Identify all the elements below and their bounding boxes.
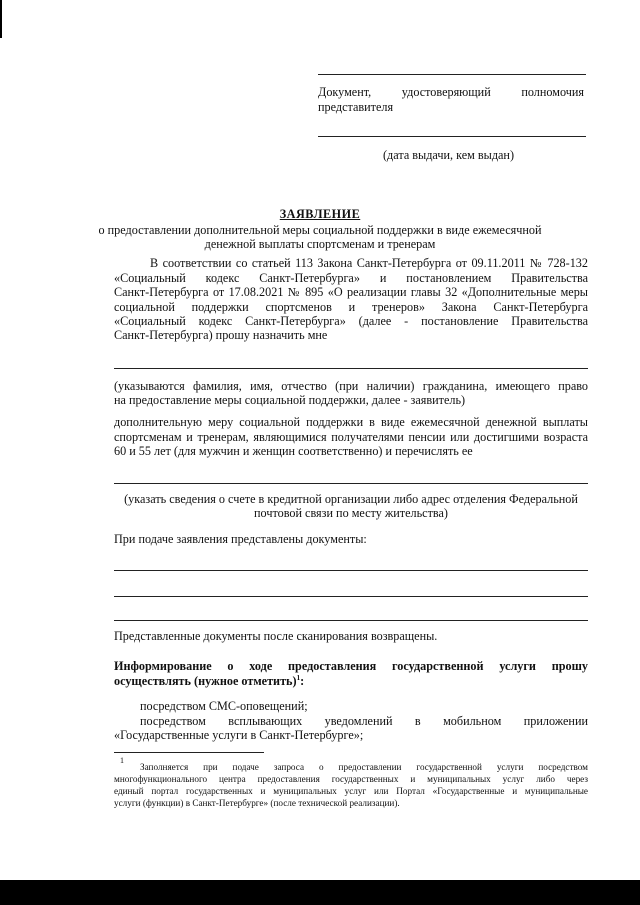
application-heading: ЗАЯВЛЕНИЕ [279,207,361,221]
intro-line: социальной поддержки спортсменов и тренеров» Закона Санкт-Петербурга [114,300,588,314]
footnote-line: Заполняется при подаче запроса о предоставлении государственной услуги посредством [140,762,588,772]
documents-line-3 [114,620,588,621]
documents-line-2 [114,596,588,597]
documents-line-1 [114,570,588,571]
representative-doc-label-line2: представителя [318,100,394,114]
intro-line: Санкт-Петербурга) прошу назначить мне [114,328,328,342]
scan-edge-left [0,0,2,38]
informing-line2 [114,673,304,689]
option-push-line1: посредством всплывающих уведомлений в мобильном приложении [140,714,588,728]
footnote-line: единый портал государственных и муниципальных услуг или Портал «Государственные и муниципальные [114,786,588,796]
account-details-line [114,483,588,484]
issue-details-caption: (дата выдачи, кем выдан) [383,148,515,162]
representative-doc-word-1: Документ, [318,85,372,99]
informing-line2-text: осуществлять (нужное отметить) [114,674,297,688]
applicant-caption-line: на предоставление меры социальной поддержки, далее - заявитель) [114,393,466,407]
account-caption-line: (указать сведения о счете в кредитной организации либо адрес отделения Федеральной [124,492,578,506]
intro-line: В соответствии со статьей 113 Закона Санкт-Петербурга от 09.11.2011 № 728-132 [150,256,588,270]
measure-line: дополнительную меру социальной поддержки в виде ежемесячной денежной выплаты [114,415,588,429]
footnote-number: 1 [120,756,124,765]
informing-footnote-ref: 1 [296,673,301,682]
intro-line: Санкт-Петербурга от 17.08.2021 № 895 «О реализации главы 32 «Дополнительные меры [114,285,588,299]
account-caption-line: почтовой связи по месту жительства) [254,506,448,520]
representative-doc-label [318,84,584,100]
informing-line2-colon: : [300,674,305,688]
documents-label: При подаче заявления представлены документы: [114,532,367,546]
scan-edge-bottom [0,880,640,905]
footnote-line: услуги (функции) в Санкт-Петербурге» (после технической реализации). [114,798,400,808]
returned-note: Представленные документы после сканирования возвращены. [114,629,438,643]
informing-line1: Информирование о ходе предоставления государственной услуги прошу [114,659,588,673]
application-subtitle-line1: о предоставлении дополнительной меры социальной поддержки в виде ежемесячной [98,223,542,237]
representative-doc-word-2: удостоверяющий [401,85,491,99]
measure-line: спортсменам и тренерам, являющимися получателями пенсии или достигшими возраста [114,430,588,444]
document-line-top [318,74,586,75]
intro-line: «Социальный кодекс Санкт-Петербурга» (далее - постановление Правительства [114,314,588,328]
intro-line: «Социальный кодекс Санкт-Петербурга» и постановлением Правительства [114,271,588,285]
application-subtitle-line2: денежной выплаты спортсменам и тренерам [204,237,436,251]
representative-doc-word-3: полномочия [521,85,584,99]
footnote-separator [114,752,264,753]
option-sms: посредством СМС-оповещений; [140,699,308,713]
applicant-caption-line: (указываются фамилия, имя, отчество (при наличии) гражданина, имеющего право [114,379,588,393]
measure-line: 60 и 55 лет (для мужчин и женщин соответственно) и перечислять ее [114,444,473,458]
applicant-name-line [114,368,588,369]
option-push-line2: «Государственные услуги в Санкт-Петербурге»; [114,728,364,742]
issue-details-line [318,136,586,137]
footnote-line: многофункционального центра предоставления государственных и муниципальных услуг либо через [114,774,588,784]
